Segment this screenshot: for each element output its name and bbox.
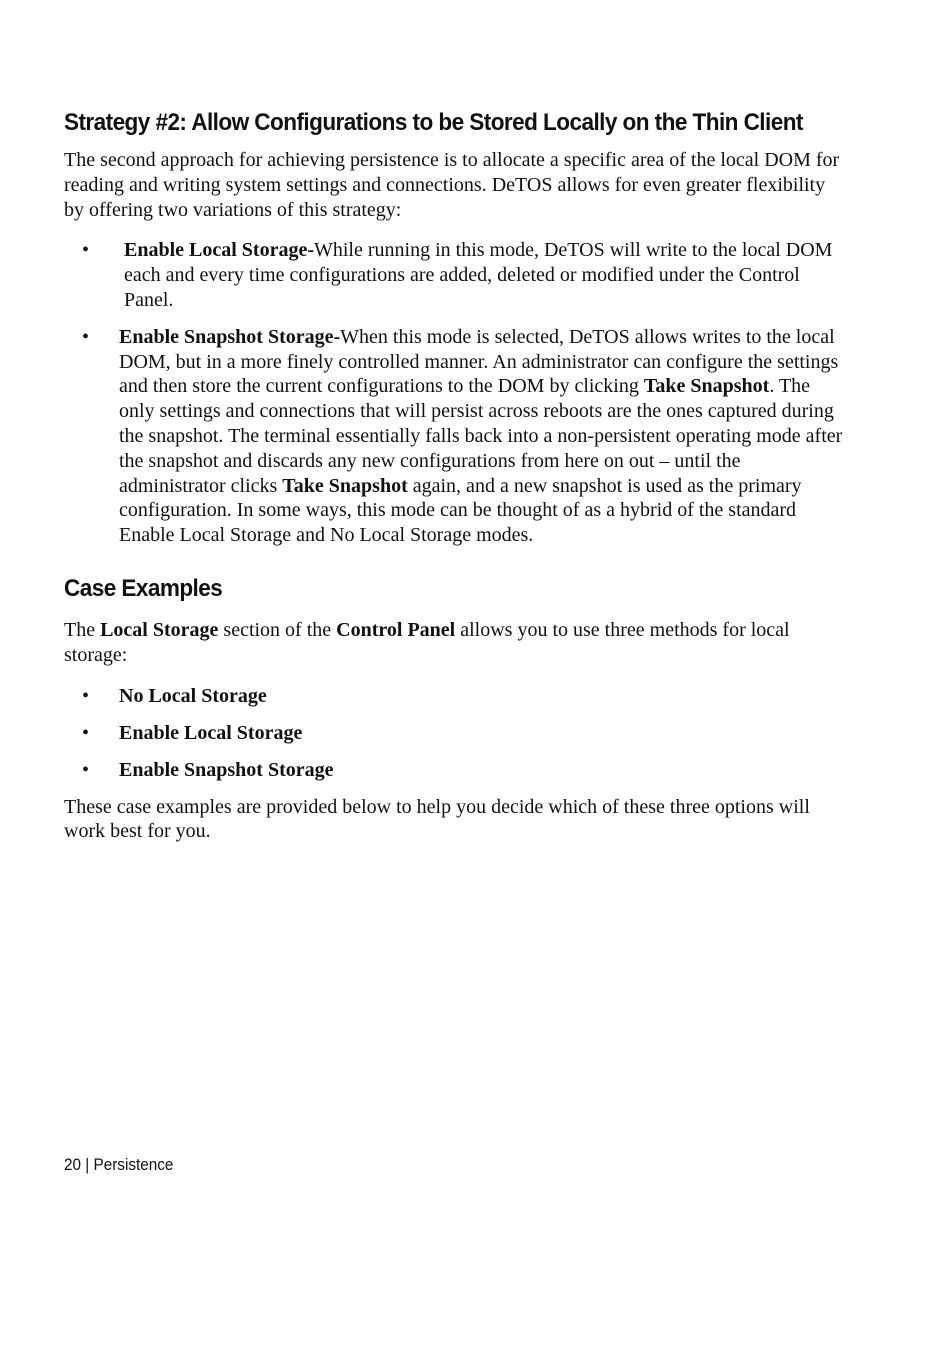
take-snapshot-term: Take Snapshot [282, 474, 408, 497]
method-label: Enable Local Storage [119, 721, 303, 744]
section-heading: Strategy #2: Allow Configurations to be Stored Locally on the Thin Client [64, 109, 803, 136]
list-item-enable-local-storage [64, 238, 844, 312]
list-item-text: When this mode is selected, DeTOS allows writes to the local DOM, but in a more finely controlled manner. An administrator can configure the settings and then store the current configurations to the DOM by clicking [119, 325, 839, 398]
bullet-icon: • [82, 325, 90, 348]
strategy-variations-list [64, 238, 844, 548]
intro-text: section of the [218, 618, 337, 641]
control-panel-term: Control Panel [336, 618, 456, 641]
method-label: Enable Snapshot Storage [119, 758, 334, 781]
bullet-icon: • [82, 721, 90, 744]
local-storage-term: Local Storage [100, 618, 219, 641]
bullet-icon: • [82, 758, 90, 781]
list-item-title: Enable Snapshot Storage- [119, 325, 341, 348]
document-page [64, 108, 844, 844]
list-item-text: While running in this mode, DeTOS will write to the local DOM each and every time configurations are added, deleted or modified under the Control Panel. [124, 239, 833, 311]
method-item-enable-local-storage [64, 721, 844, 746]
method-item-enable-snapshot-storage [64, 758, 844, 783]
storage-methods-list [64, 684, 844, 783]
intro-text: The [64, 618, 101, 641]
list-item-title: Enable Local Storage- [124, 239, 314, 262]
intro-text: allows you to use three methods for local storage: [64, 618, 790, 666]
bullet-icon: • [82, 239, 90, 262]
page-footer: 20 | Persistence [64, 1155, 174, 1174]
case-examples-heading: Case Examples [64, 574, 223, 602]
method-item-no-local-storage [64, 684, 844, 709]
method-label: No Local Storage [119, 684, 267, 707]
bullet-icon: • [82, 684, 90, 707]
case-examples-outro: These case examples are provided below to help you decide which of these three options will work best for you. [64, 795, 810, 843]
take-snapshot-term: Take Snapshot [643, 375, 770, 398]
list-item-enable-snapshot-storage [64, 325, 844, 548]
list-item-text: . The only settings and connections that will persist across reboots are the ones captured during the snapshot. The terminal essentially falls back into a non-persistent operating mode after the snapshot and discards any new configurations from here on out – until the administrator clicks [119, 375, 843, 497]
section-intro-paragraph: The second approach for achieving persistence is to allocate a specific area of the local DOM for reading and writing system settings and connections. DeTOS allows for even greater flexibility by offering two variations of this strategy: [64, 149, 840, 221]
case-examples-intro [64, 618, 844, 668]
list-item-text: again, and a new snapshot is used as the primary configuration. In some ways, this mode can be thought of as a hybrid of the standard Enable Local Storage and No Local Storage modes. [119, 474, 802, 547]
list-item-body [119, 325, 844, 548]
